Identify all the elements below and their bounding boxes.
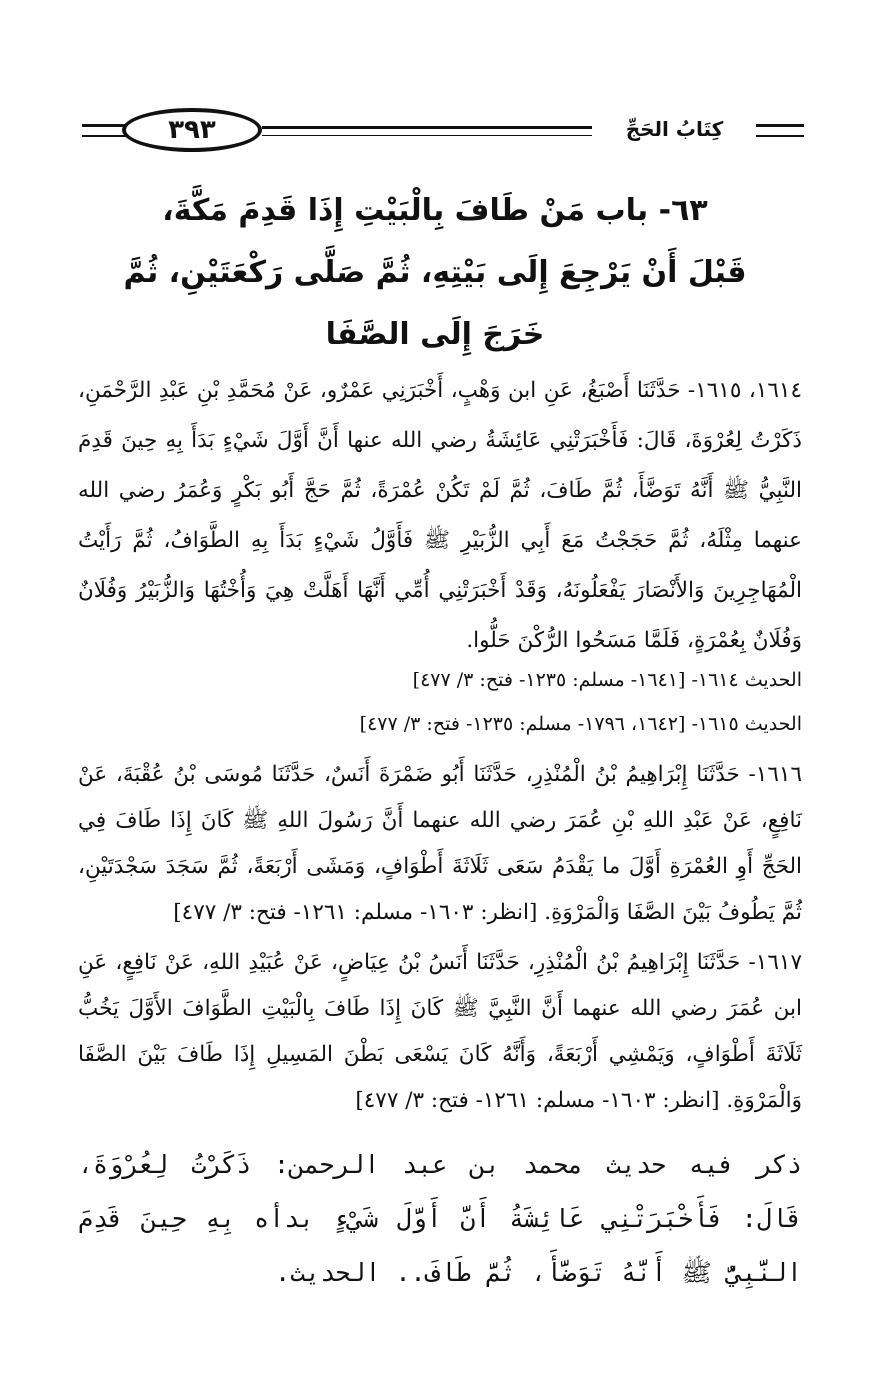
hadith-1614-1615: ١٦١٤، ١٦١٥- حَدَّثَنَا أَصْبَغُ، عَنِ ابن وَهْبٍ، أَخْبَرَنِي عَمْرٌو، عَنْ مُحَمَّدِ بْنِ عَبْدِ الرَّحْمَنِ، ذَكَرْتُ لِعُرْوَةَ، قَالَ: فَأَخْبَرَتْنِي عَائِشَةُ رضي الله عنها أَنَّ أَوَّلَ شَيْءٍ بَدَأَ بِهِ حِينَ قَدِمَ النَّبِيُّ ﷺ أَنَّهُ تَوَضَّأَ، ثُمَّ طَافَ، ثُمَّ لَمْ تَكُنْ عُمْرَةً، ثُمَّ حَجَّ أَبُو بَكْرٍ وَعُمَرُ رضي الله عنهما مِثْلَهُ، ثُمَّ حَجَجْتُ مَعَ أَبِي الزُّبَيْرِ ﷺ فَأَوَّلُ شَيْءٍ بَدَأَ بِهِ الطَّوَافُ، ثُمَّ رَأَيْتُ الْمُهَاجِرِينَ وَالأَنْصَارَ يَفْعَلُونَهُ، وَقَدْ أَخْبَرَتْنِي أُمِّي أَنَّهَا أَهَلَّتْ هِيَ وَأُخْتُهَا وَالزُّبَيْرُ وَفُلَانٌ وَفُلَانٌ بِعُمْرَةٍ، فَلَمَّا مَسَحُوا الرُّكْنَ حَلُّوا. xyxy=(78,378,802,653)
reference-1614: الحديث ١٦١٤- [١٦٤١- مسلم: ١٢٣٥- فتح: ٣/ ٤٧٧] xyxy=(412,669,802,691)
hadith-references xyxy=(78,658,802,746)
hadith-1616: ١٦١٦- حَدَّثَنَا إِبْرَاهِيمُ بْنُ الْمُنْذِرِ، حَدَّثَنَا أَبُو ضَمْرَةَ أَنَسٌ، حَدَّثَنَا مُوسَى بْنُ عُقْبَةَ، عَنْ نَافِعٍ، عَنْ عَبْدِ اللهِ بْنِ عُمَرَ رضي الله عنهما أَنَّ رَسُولَ اللهِ ﷺ كَانَ إِذَا طَافَ فِي الحَجِّ أَوِ العُمْرَةِ أَوَّلَ ما يَقْدَمُ سَعَى ثَلَاثَةَ أَطْوَافٍ، وَمَشَى أَرْبَعَةً، ثُمَّ سَجَدَ سَجْدَتَيْنِ، ثُمَّ يَطُوفُ بَيْنَ الصَّفَا وَالْمَرْوَةِ. [انظر: ١٦٠٣- مسلم: ١٢٦١- فتح: ٣/ ٤٧٧] xyxy=(78,762,802,925)
chapter-title-line: خَرَجَ إِلَى الصَّفَا xyxy=(325,317,545,352)
header-rule-middle xyxy=(262,126,592,136)
hadith-1617: ١٦١٧- حَدَّثَنَا إِبْرَاهِيمُ بْنُ الْمُنْذِرِ، حَدَّثَنَا أَنَسُ بْنُ عِيَاضٍ، عَنْ عُبَيْدِ اللهِ، عَنْ نَافِعٍ، عَنِ ابن عُمَرَ رضي الله عنهما أَنَّ النَّبِيَّ ﷺ كَانَ إِذَا طَافَ بِالْبَيْتِ الطَّوَافَ الأَوَّلَ يَخُبُّ ثَلَاثَةَ أَطْوَافٍ، وَيَمْشِي أَرْبَعَةً، وَأَنَّهُ كَانَ يَسْعَى بَطْنَ المَسِيلِ إِذَا طَافَ بَيْنَ الصَّفَا وَالْمَرْوَةِ. [انظر: ١٦٠٣- مسلم: ١٢٦١- فتح: ٣/ ٤٧٧] xyxy=(78,950,802,1113)
reference-1615: الحديث ١٦١٥- [١٦٤٢، ١٧٩٦- مسلم: ١٢٣٥- فتح: ٣/ ٤٧٧] xyxy=(359,713,802,735)
page-header xyxy=(82,108,804,152)
running-title: كِتَابُ الحَجِّ xyxy=(625,117,724,141)
commentary-paragraph: ذكر فيه حديث محمد بن عبد الرحمن: ذَكَرْتُ لِعُرْوَةَ، قَالَ: فَأَخْبَرَتْنِي عَائِشَةُ أَنَّ أَوَّلَ شَيْءٍ بدأه بِهِ حِينَ قَدِمَ النَّبِيُّ ﷺ أَنَّهُ تَوَضَّأَ، ثُمَّ طَافَ.. الحديث. xyxy=(78,1150,802,1287)
chapter-title-line: قَبْلَ أَنْ يَرْجِعَ إِلَى بَيْتِهِ، ثُمَّ صَلَّى رَكْعَتَيْنِ، ثُمَّ xyxy=(123,255,747,290)
chapter-title-line: ٦٣- باب مَنْ طَافَ بِالْبَيْتِ إِذَا قَدِمَ مَكَّةَ، xyxy=(162,193,708,228)
header-rule-right xyxy=(756,124,804,137)
chapter-title xyxy=(110,180,760,366)
page-number: ٣٩٣ xyxy=(122,108,262,152)
